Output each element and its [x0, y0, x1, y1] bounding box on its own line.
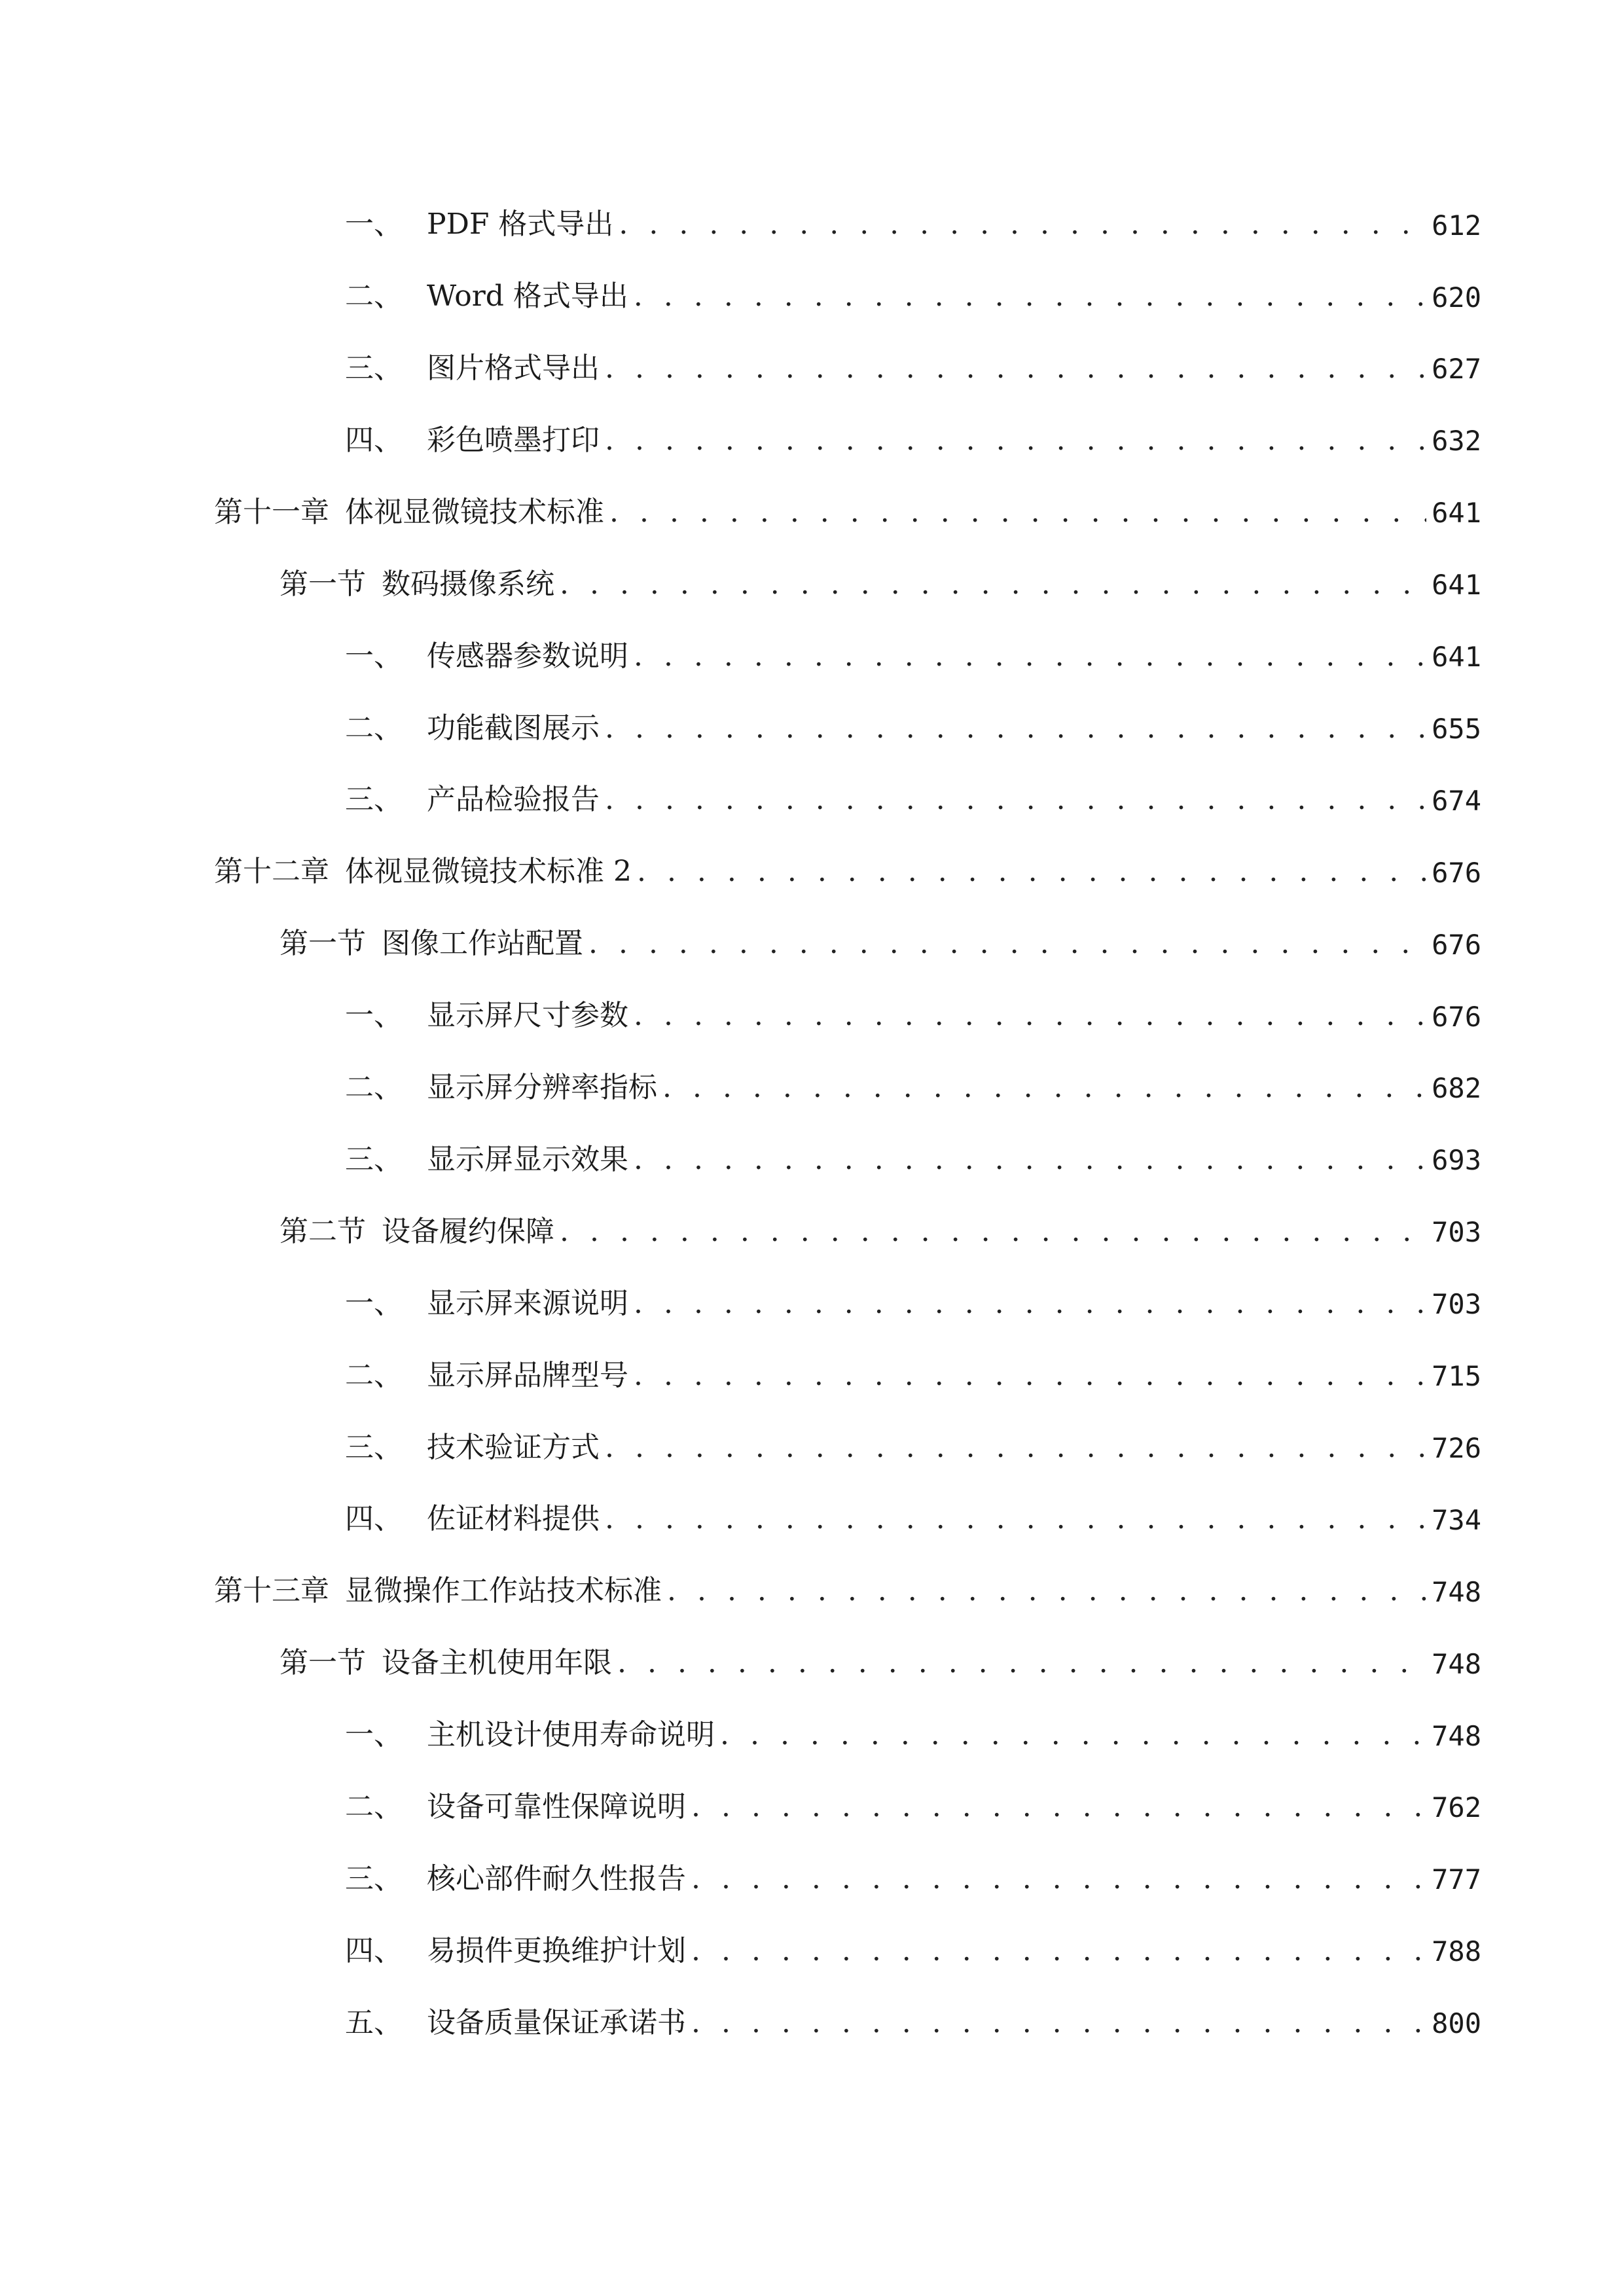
toc-entry-number: 三、: [345, 351, 403, 385]
toc-entry[interactable]: [345, 334, 1481, 386]
toc-dot-leader: [560, 1215, 1426, 1249]
toc-entry[interactable]: [345, 1484, 1481, 1537]
toc-entry[interactable]: [345, 1053, 1481, 1105]
toc-entry[interactable]: [345, 621, 1481, 673]
toc-entry-number: 二、: [345, 1358, 403, 1392]
toc-dot-leader: [605, 1431, 1426, 1465]
toc-entry-page-number: 788: [1432, 1935, 1481, 1968]
toc-entry-page-number: 748: [1432, 1719, 1481, 1752]
toc-entry-page-number: 620: [1432, 281, 1481, 314]
toc-entry-page-number: 777: [1432, 1863, 1481, 1896]
toc-entry-title: 设备可靠性保障说明: [427, 1790, 686, 1823]
toc-entry-page-number: 674: [1432, 784, 1481, 817]
toc-entry-title: 体视显微镜技术标准 2: [345, 855, 632, 889]
toc-entry-number: 一、: [345, 639, 403, 673]
toc-entry-title: 显示屏来源说明: [427, 1286, 628, 1320]
toc-entry-title: 主机设计使用寿命说明: [427, 1718, 715, 1752]
toc-entry[interactable]: [345, 1988, 1481, 2041]
toc-entry-page-number: 612: [1432, 209, 1481, 242]
toc-entry-number: 第二节: [280, 1214, 366, 1248]
toc-entry-number: 第一节: [280, 1646, 366, 1680]
toc-dot-leader: [637, 855, 1426, 889]
toc-entry-page-number: 800: [1432, 2007, 1481, 2040]
toc-entry-number: 一、: [345, 999, 403, 1033]
toc-entry-page-number: 762: [1432, 1791, 1481, 1824]
toc-entry-number: 五、: [345, 2005, 403, 2039]
toc-entry-title: 图像工作站配置: [382, 927, 583, 961]
toc-entry-title: 显示屏分辨率指标: [427, 1071, 657, 1104]
toc-entry-number: 四、: [345, 1933, 403, 1967]
toc-entry-title: 传感器参数说明: [427, 639, 628, 673]
toc-entry-title: PDF 格式导出: [427, 207, 614, 242]
toc-dot-leader: [605, 783, 1426, 817]
toc-entry-number: 一、: [345, 207, 403, 242]
toc-entry[interactable]: [214, 1556, 1481, 1609]
toc-entry-number: 四、: [345, 1502, 403, 1536]
toc-entry-title: 体视显微镜技术标准: [345, 495, 604, 529]
toc-entry-page-number: 641: [1432, 569, 1481, 601]
toc-entry-number: 二、: [345, 279, 403, 314]
toc-entry-number: 第十三章: [214, 1574, 329, 1608]
toc-entry-page-number: 703: [1432, 1216, 1481, 1249]
toc-entry[interactable]: [345, 1412, 1481, 1465]
toc-entry-page-number: 726: [1432, 1431, 1481, 1464]
toc-entry[interactable]: [280, 1197, 1481, 1249]
toc-entry[interactable]: [345, 1125, 1481, 1177]
toc-entry-number: 一、: [345, 1718, 403, 1752]
toc-entry[interactable]: [345, 1844, 1481, 1897]
toc-dot-leader: [634, 1287, 1426, 1321]
toc-entry[interactable]: [214, 837, 1481, 889]
toc-entry-title: 功能截图展示: [427, 711, 600, 745]
toc-entry-number: 三、: [345, 1142, 403, 1176]
toc-entry-number: 第一节: [280, 927, 366, 961]
toc-entry-title: 产品检验报告: [427, 783, 600, 817]
toc-dot-leader: [691, 2006, 1426, 2041]
toc-entry-number: 第十二章: [214, 855, 329, 889]
toc-dot-leader: [617, 1646, 1426, 1681]
toc-entry[interactable]: [345, 190, 1481, 242]
toc-entry-number: 四、: [345, 423, 403, 457]
toc-entry-page-number: 655: [1432, 712, 1481, 745]
toc-entry[interactable]: [214, 478, 1481, 530]
toc-entry-title: 显示屏显示效果: [427, 1142, 628, 1176]
toc-entry-title: Word 格式导出: [427, 279, 628, 314]
toc-entry-title: 技术验证方式: [427, 1430, 600, 1464]
toc-dot-leader: [662, 1071, 1426, 1105]
toc-entry-title: 核心部件耐久性报告: [427, 1861, 686, 1895]
toc-entry[interactable]: [345, 765, 1481, 817]
toc-entry-page-number: 676: [1432, 928, 1481, 961]
toc-entry[interactable]: [345, 1772, 1481, 1825]
toc-entry-page-number: 682: [1432, 1072, 1481, 1105]
toc-entry-title: 易损件更换维护计划: [427, 1933, 686, 1967]
toc-entry-title: 显微操作工作站技术标准: [345, 1574, 662, 1608]
toc-entry[interactable]: [345, 981, 1481, 1033]
toc-entry[interactable]: [345, 262, 1481, 314]
toc-dot-leader: [691, 1862, 1426, 1897]
toc-entry[interactable]: [345, 1916, 1481, 1969]
toc-dot-leader: [634, 1143, 1426, 1177]
toc-entry-page-number: 693: [1432, 1144, 1481, 1177]
toc-entry-title: 数码摄像系统: [382, 567, 554, 601]
toc-entry-page-number: 715: [1432, 1360, 1481, 1392]
toc-dot-leader: [634, 999, 1426, 1033]
toc-entry-page-number: 703: [1432, 1288, 1481, 1321]
toc-entry-title: 设备履约保障: [382, 1214, 554, 1248]
toc-dot-leader: [605, 711, 1426, 746]
toc-entry[interactable]: [280, 550, 1481, 602]
toc-entry-page-number: 748: [1432, 1575, 1481, 1608]
toc-dot-leader: [619, 207, 1426, 242]
toc-entry-number: 三、: [345, 1430, 403, 1464]
toc-entry-page-number: 641: [1432, 497, 1481, 529]
toc-entry-title: 设备主机使用年限: [382, 1646, 612, 1680]
toc-entry-page-number: 676: [1432, 1000, 1481, 1033]
toc-entry-number: 第十一章: [214, 495, 329, 529]
toc-entry-page-number: 676: [1432, 856, 1481, 889]
toc-entry-page-number: 627: [1432, 353, 1481, 386]
toc-entry-number: 三、: [345, 1861, 403, 1895]
toc-dot-leader: [720, 1718, 1426, 1753]
toc-dot-leader: [588, 927, 1426, 961]
toc-entry[interactable]: [345, 1700, 1481, 1753]
toc-dot-leader: [691, 1934, 1426, 1969]
toc-entry-number: 二、: [345, 1790, 403, 1823]
toc-entry-page-number: 748: [1432, 1647, 1481, 1680]
toc-dot-leader: [560, 567, 1426, 602]
toc-entry-title: 图片格式导出: [427, 351, 600, 385]
toc-dot-leader: [605, 351, 1426, 386]
toc-dot-leader: [605, 423, 1426, 458]
toc-entry[interactable]: [280, 909, 1481, 961]
toc-entry[interactable]: [345, 693, 1481, 745]
toc-entry-number: 第一节: [280, 567, 366, 601]
toc-dot-leader: [634, 1359, 1426, 1393]
toc-entry-number: 一、: [345, 1286, 403, 1320]
toc-entry-number: 三、: [345, 783, 403, 817]
toc-entry[interactable]: [345, 1340, 1481, 1393]
toc-entry-title: 显示屏品牌型号: [427, 1358, 628, 1392]
toc-dot-leader: [634, 639, 1426, 674]
toc-entry-page-number: 632: [1432, 425, 1481, 457]
toc-entry-title: 显示屏尺寸参数: [427, 999, 628, 1033]
toc-entry-title: 彩色喷墨打印: [427, 423, 600, 457]
toc-dot-leader: [634, 279, 1426, 314]
toc-entry-page-number: 734: [1432, 1503, 1481, 1536]
toc-dot-leader: [609, 495, 1426, 530]
toc-dot-leader: [691, 1790, 1426, 1825]
toc-entry-number: 二、: [345, 1071, 403, 1104]
toc-dot-leader: [667, 1574, 1426, 1609]
toc-entry-number: 二、: [345, 711, 403, 745]
toc-entry-title: 佐证材料提供: [427, 1502, 600, 1536]
toc-entry[interactable]: [345, 1269, 1481, 1321]
toc-entry-title: 设备质量保证承诺书: [427, 2005, 686, 2039]
toc-entry[interactable]: [280, 1628, 1481, 1681]
toc-dot-leader: [605, 1502, 1426, 1537]
toc-entry-page-number: 641: [1432, 641, 1481, 673]
toc-entry[interactable]: [345, 406, 1481, 458]
